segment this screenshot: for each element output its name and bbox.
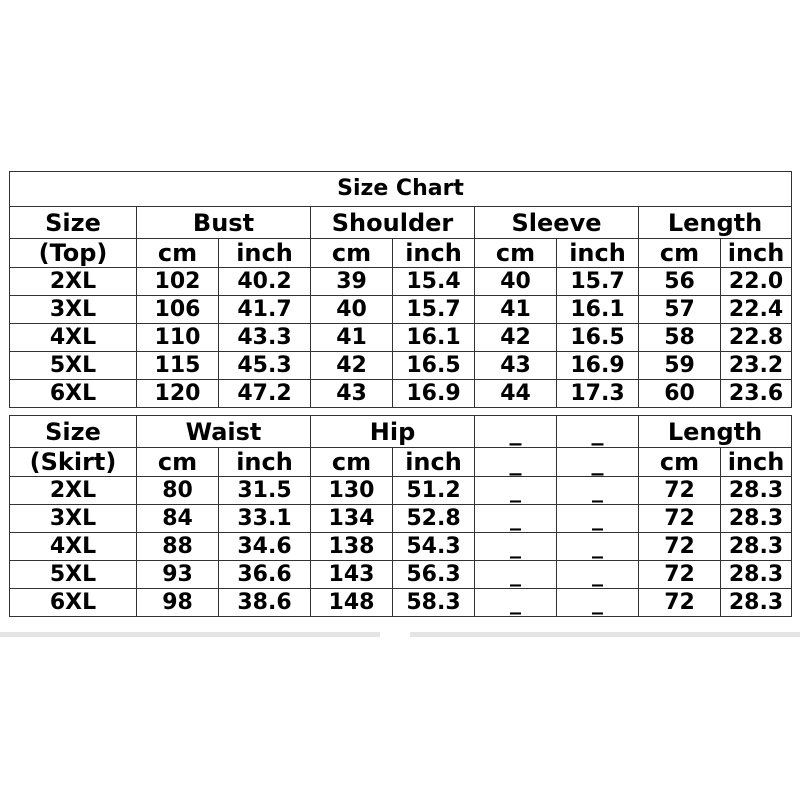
value-cell: 40 [311, 296, 393, 324]
value-cell: 16.1 [393, 324, 475, 352]
value-cell: 39 [311, 268, 393, 296]
chart-title: Size Chart [10, 172, 792, 207]
divider-shadow [0, 632, 380, 637]
value-cell: 40 [475, 268, 557, 296]
value-cell: _ [557, 561, 639, 589]
unit-header: inch [219, 239, 311, 268]
unit-header: cm [311, 448, 393, 477]
value-cell: 22.4 [721, 296, 792, 324]
value-cell: 110 [137, 324, 219, 352]
value-cell: 38.6 [219, 589, 311, 617]
unit-header: inch [721, 239, 792, 268]
top-size-table [9, 171, 792, 408]
value-cell: 16.5 [393, 352, 475, 380]
value-cell: 22.0 [721, 268, 792, 296]
value-cell: 58 [639, 324, 721, 352]
value-cell: _ [475, 533, 557, 561]
value-cell: 31.5 [219, 477, 311, 505]
value-cell: 22.8 [721, 324, 792, 352]
empty-header: _ [475, 416, 557, 448]
value-cell: _ [557, 533, 639, 561]
length-header: Length [639, 416, 792, 448]
unit-header: cm [639, 448, 721, 477]
table-row [10, 533, 792, 561]
value-cell: 17.3 [557, 380, 639, 408]
value-cell: 43.3 [219, 324, 311, 352]
value-cell: 28.3 [721, 561, 792, 589]
value-cell: 98 [137, 589, 219, 617]
table-row [10, 477, 792, 505]
value-cell: 16.1 [557, 296, 639, 324]
value-cell: 80 [137, 477, 219, 505]
size-cell: 3XL [10, 296, 137, 324]
unit-header: cm [639, 239, 721, 268]
value-cell: 102 [137, 268, 219, 296]
table-row [10, 324, 792, 352]
empty-header: _ [557, 416, 639, 448]
size-cell: 6XL [10, 589, 137, 617]
size-header: Size [10, 416, 137, 448]
value-cell: 58.3 [393, 589, 475, 617]
value-cell: 16.9 [393, 380, 475, 408]
value-cell: 28.3 [721, 505, 792, 533]
size-cell: 3XL [10, 505, 137, 533]
value-cell: 138 [311, 533, 393, 561]
value-cell: 106 [137, 296, 219, 324]
value-cell: _ [557, 589, 639, 617]
unit-header: cm [475, 239, 557, 268]
bust-header: Bust [137, 207, 311, 239]
value-cell: 120 [137, 380, 219, 408]
value-cell: _ [475, 477, 557, 505]
table-row [10, 380, 792, 408]
size-cell: 6XL [10, 380, 137, 408]
table-row [10, 268, 792, 296]
value-cell: 28.3 [721, 589, 792, 617]
value-cell: 34.6 [219, 533, 311, 561]
value-cell: 15.7 [557, 268, 639, 296]
size-cell: 4XL [10, 324, 137, 352]
value-cell: 52.8 [393, 505, 475, 533]
value-cell: 72 [639, 533, 721, 561]
value-cell: _ [557, 505, 639, 533]
value-cell: 143 [311, 561, 393, 589]
value-cell: 40.2 [219, 268, 311, 296]
value-cell: 42 [311, 352, 393, 380]
table-row [10, 505, 792, 533]
value-cell: 36.6 [219, 561, 311, 589]
value-cell: 72 [639, 477, 721, 505]
value-cell: 60 [639, 380, 721, 408]
value-cell: 44 [475, 380, 557, 408]
size-cell: 5XL [10, 561, 137, 589]
value-cell: _ [557, 477, 639, 505]
value-cell: 45.3 [219, 352, 311, 380]
value-cell: 51.2 [393, 477, 475, 505]
value-cell: 28.3 [721, 477, 792, 505]
table-row [10, 296, 792, 324]
value-cell: 41 [311, 324, 393, 352]
value-cell: 56.3 [393, 561, 475, 589]
value-cell: _ [475, 589, 557, 617]
value-cell: 41 [475, 296, 557, 324]
value-cell: _ [475, 561, 557, 589]
value-cell: 57 [639, 296, 721, 324]
value-cell: 43 [311, 380, 393, 408]
unit-header: inch [393, 448, 475, 477]
size-cell: 4XL [10, 533, 137, 561]
value-cell: 15.7 [393, 296, 475, 324]
divider-shadow [410, 632, 800, 637]
value-cell: 28.3 [721, 533, 792, 561]
hip-header: Hip [311, 416, 475, 448]
unit-header: inch [393, 239, 475, 268]
unit-header: _ [475, 448, 557, 477]
value-cell: 93 [137, 561, 219, 589]
value-cell: 56 [639, 268, 721, 296]
value-cell: 72 [639, 589, 721, 617]
value-cell: 23.6 [721, 380, 792, 408]
shoulder-header: Shoulder [311, 207, 475, 239]
unit-header: _ [557, 448, 639, 477]
value-cell: 42 [475, 324, 557, 352]
value-cell: 148 [311, 589, 393, 617]
table-row [10, 352, 792, 380]
value-cell: 130 [311, 477, 393, 505]
value-cell: 43 [475, 352, 557, 380]
table-row [10, 561, 792, 589]
size-header: Size [10, 207, 137, 239]
value-cell: 72 [639, 505, 721, 533]
size-cell: 5XL [10, 352, 137, 380]
value-cell: 134 [311, 505, 393, 533]
value-cell: 47.2 [219, 380, 311, 408]
size-subheader: (Top) [10, 239, 137, 268]
value-cell: 41.7 [219, 296, 311, 324]
value-cell: 115 [137, 352, 219, 380]
unit-header: cm [137, 448, 219, 477]
value-cell: 33.1 [219, 505, 311, 533]
value-cell: 54.3 [393, 533, 475, 561]
value-cell: 23.2 [721, 352, 792, 380]
skirt-size-table [9, 415, 792, 617]
value-cell: 72 [639, 561, 721, 589]
unit-header: cm [137, 239, 219, 268]
unit-header: inch [219, 448, 311, 477]
value-cell: 84 [137, 505, 219, 533]
unit-header: inch [721, 448, 792, 477]
value-cell: 59 [639, 352, 721, 380]
unit-header: inch [557, 239, 639, 268]
value-cell: 15.4 [393, 268, 475, 296]
length-header: Length [639, 207, 792, 239]
value-cell: _ [475, 505, 557, 533]
value-cell: 16.5 [557, 324, 639, 352]
waist-header: Waist [137, 416, 311, 448]
table-row [10, 589, 792, 617]
size-cell: 2XL [10, 477, 137, 505]
size-cell: 2XL [10, 268, 137, 296]
value-cell: 16.9 [557, 352, 639, 380]
unit-header: cm [311, 239, 393, 268]
sleeve-header: Sleeve [475, 207, 639, 239]
size-subheader: (Skirt) [10, 448, 137, 477]
value-cell: 88 [137, 533, 219, 561]
